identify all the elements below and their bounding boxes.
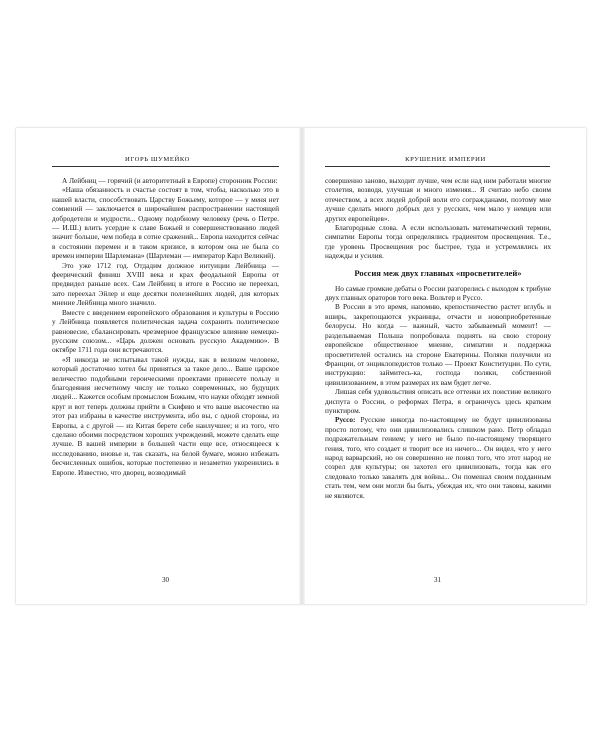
rousseau-quote — [325, 415, 551, 500]
page-number-right: 31 — [434, 576, 441, 584]
paragraph: Благородные слова. А если использовать математический термин, симпатии Европы тогда определялись градиентом просвещения. Т.е., где уровень Просвещения рос быстрее, туда и устремлялись их надежды и усилия. — [325, 223, 551, 261]
running-head-left: ИГОРЬ ШУМЕЙКО — [124, 156, 191, 163]
header-rule-left — [52, 166, 279, 167]
paragraph: совершенно заново, выходит лучше, чем если над ним работали многие столетия, возводя, улучшая и много изменяя... Я считаю небо своим отечеством, а всех людей доброй воли его согражданами, поэтому мне лучше сделать много добрых дел у русских, чем мало у немцев или других европейцев». — [325, 176, 551, 223]
left-page — [16, 128, 299, 604]
paragraph: Это уже 1712 год. Отдадим должное интуиции Лейбница — феерический финиш XVIII века и крах феодальной Европы от предвидел раньше всех. Сам Лейбниц в итоге в Россию не переехал, зато переехал Эйлер и еще десятки полезнейших людей, для которых мнение Лейбница много значило. — [52, 260, 279, 308]
paragraph: «Я никогда не испытывал такой нужды, как в великом человеке, который достаточно хотел бы приняться за такое дело... Ваше царское величество подобными героическими проектами принесете пользу и благодеяния несчетному числу не только современных, но будущих людей... Кажется особым промыслом Божьим, что науки обходят земной круг и вот теперь должны прийти в Скифию и что ваше высочество на этот раз избраны в качестве инструмента, ибо вы, с одной стороны, из Европы, а с другой — из Китая берете себе наилучшее; и из того, что сделано обоими посредством хороших учреждений, можете сделать еще лучше. В вашей империи в большей части еще все, относящееся к исследованию, вновье и, так сказать, на белой бумаге, можно избежать бесчисленных ошибок, которые постепенно и незаметно укоренились в Европе. Известно, что дворец, возводимый — [52, 354, 279, 477]
left-page-body — [52, 176, 279, 566]
paragraph: А Лейбниц — горячий (и авторитетный в Европе) сторонник России: — [62, 176, 278, 185]
header-rule-right — [325, 166, 550, 167]
section-title: Россия меж двух главных «просветителей» — [354, 267, 522, 278]
paragraph: В России в это время, напомню, крепостничество растет вглубь и вширь, закрепощаются украинцы, отчасти и новоприобретенные белорусы. Но когда — важный, часто забываемый момент! — разделываемая Польша попробовала поднять на свою сторону европейское общественное мнение, симпатии и поддержка просветителей остались на стороне Екатерины. Поляки получили из Франции, от энциклопедистов только — Проект Конституции. По сути, инструкцию: займитесь-ка, господа поляки, собственной цивилизованием, в этом размерах их вам будет легче. — [325, 302, 551, 387]
page-number-left: 30 — [162, 576, 169, 584]
right-page — [305, 128, 586, 604]
paragraph: Но самые громкие дебаты о России разгорелись с выходом к трибуне двух главных ораторов того века. Вольтер и Руссо. — [325, 283, 551, 303]
running-head-right: КРУШЕНИЕ ИМПЕРИИ — [405, 156, 486, 163]
rousseau-text: Русские никогда по-настоящему не будут цивилизованы просто потому, что они цивилизовались слишком рано. Петр обладал подражательным гением; у него не было по-настоящему творящего гения, того, что создает и творит все из ничего... Он видел, что у него народ варварский, но он совершенно не понял того, что этот народ не созрел для культуры; он захотел его цивилизовать, тогда как его следовало только закалять для войны... Он помешал своим подданным стать тем, чем они могли бы быть, убеждая их, что они таковы, какими не являются. — [325, 415, 551, 500]
paragraph: Вместе с введением европейского образования и культуры в Россию у Лейбница появляется политическая задача сохранить политическое равновесие, сбалансировать чрезмерное французское влияние немецко-русским союзом... «Царь должен основать русскую Академию». В октябре 1711 года они встречаются. — [52, 307, 279, 355]
book-spread — [16, 128, 586, 604]
paragraph: «Наша обязанность и счастье состоят в том, чтобы, насколько это в нашей власти, способствовать Царству Божьему, которое — у меня нет сомнений — заключается в широчайшем распространении настоящей добродетели и мудрости... Одному подобному человеку (речь о Петре. — И.Ш.) влить усердие к славе Божьей и совершенствованию людей значит больше, чем победа в сотне сражений... Европа находится сейчас в состоянии перемен и в таком кризисе, в котором она не была со времен империи Шарлемана» (Шарлеман — император Карл Великий). — [52, 185, 279, 261]
right-page-body — [325, 176, 551, 566]
paragraph: Лишая себя удовольствия описать все оттенки их поистине великого диспута о России, о реформах Петра, я ограничусь здесь кратким пунктиром. — [325, 387, 551, 415]
rousseau-label: Руссо: — [335, 415, 356, 425]
